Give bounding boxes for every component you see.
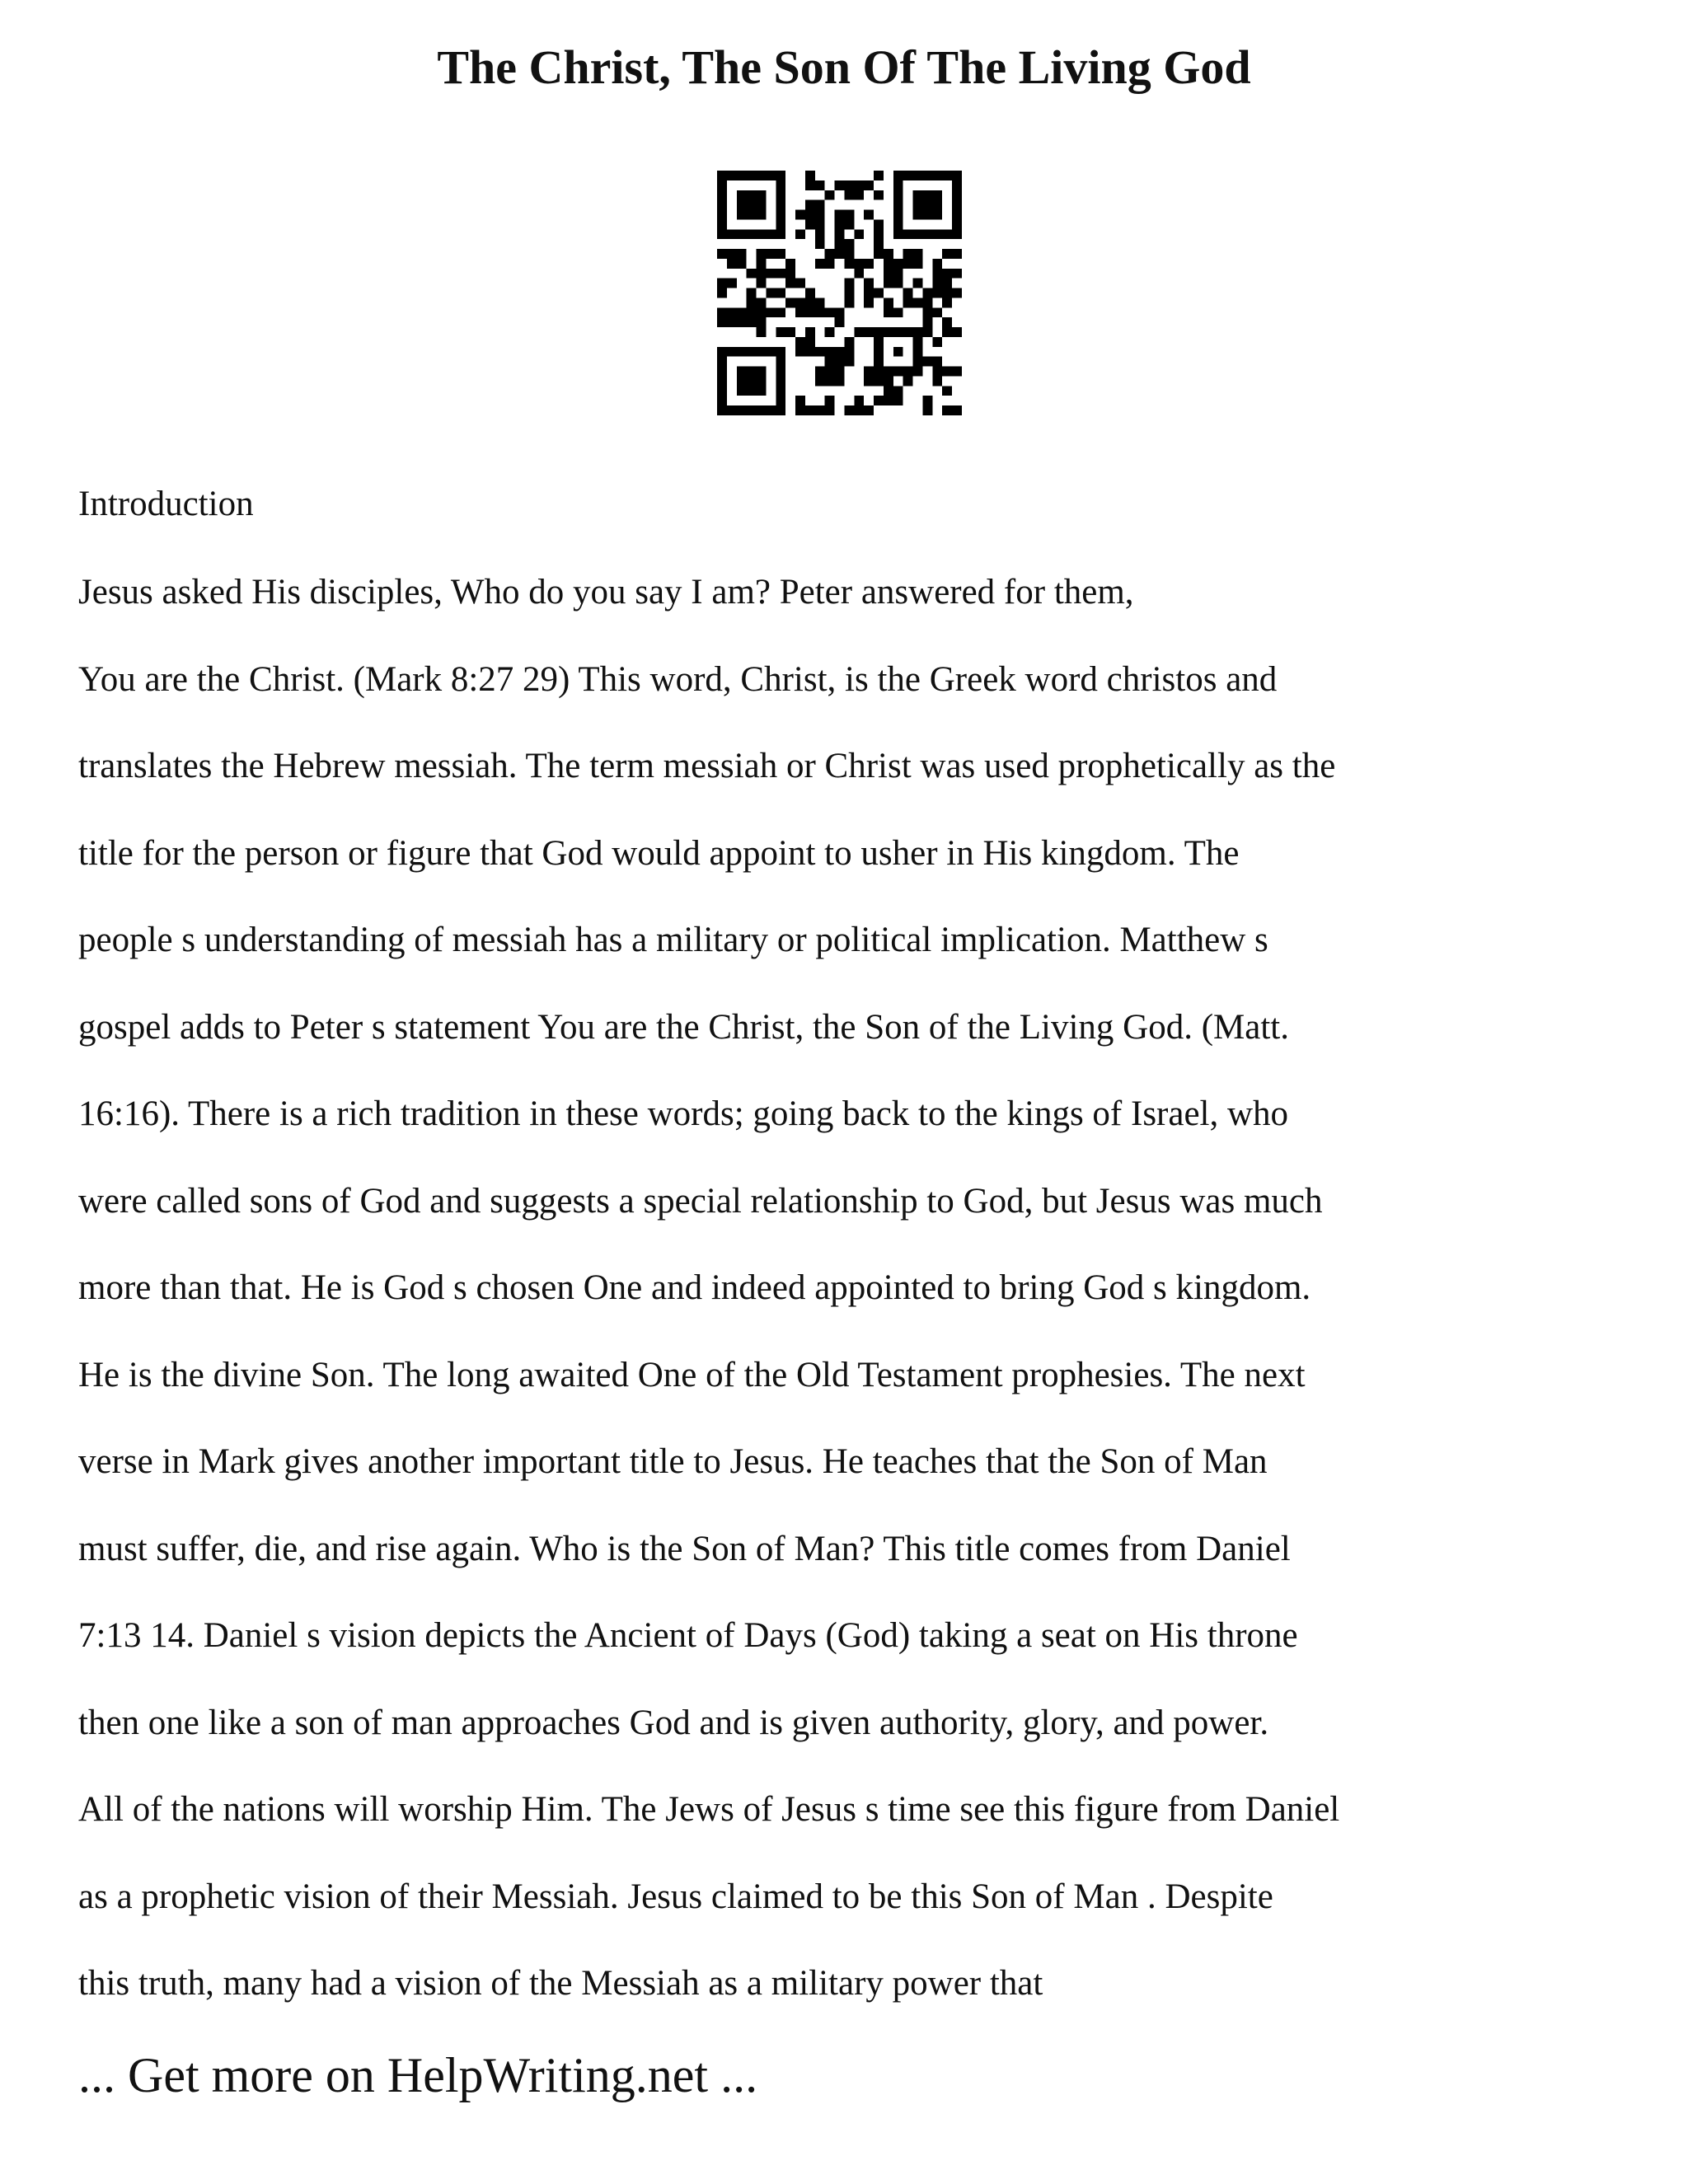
text-line: were called sons of God and suggests a special relationship to God, but Jesus was much [78, 1181, 1323, 1221]
text-line: then one like a son of man approaches God and is given authority, glory, and power. [78, 1703, 1269, 1742]
text-line: Jesus asked His disciples, Who do you say I am? Peter answered for them, [78, 573, 1134, 612]
text-line: verse in Mark gives another important title to Jesus. He teaches that the Son of Man [78, 1442, 1268, 1481]
section-heading: Introduction [78, 485, 254, 523]
text-line: 7:13 14. Daniel s vision depicts the Ancient of Days (God) taking a seat on His throne [78, 1616, 1298, 1655]
get-more-link[interactable]: ... Get more on HelpWriting.net ... [78, 2048, 758, 2102]
text-line: this truth, many had a vision of the Messiah as a military power that [78, 1964, 1043, 2003]
text-line: title for the person or figure that God would appoint to usher in His kingdom. The [78, 833, 1240, 873]
text-line: more than that. He is God s chosen One and indeed appointed to bring God s kingdom. [78, 1268, 1311, 1307]
text-line: gospel adds to Peter s statement You are the Christ, the Son of the Living God. (Matt. [78, 1007, 1289, 1047]
text-line: translates the Hebrew messiah. The term messiah or Christ was used prophetically as the [78, 747, 1336, 785]
text-line: You are the Christ. (Mark 8:27 29) This word, Christ, is the Greek word christos and [78, 659, 1278, 699]
body-paragraph [78, 568, 1496, 2046]
text-line: must suffer, die, and rise again. Who is the Son of Man? This title comes from Daniel [78, 1529, 1291, 1568]
text-line: He is the divine Son. The long awaited One of the Old Testament prophesies. The next [78, 1355, 1306, 1394]
qr-code-icon [717, 171, 962, 415]
text-line: as a prophetic vision of their Messiah. Jesus claimed to be this Son of Man . Despite [78, 1877, 1273, 1916]
page-title: The Christ, The Son Of The Living God [437, 40, 1251, 94]
text-line: 16:16). There is a rich tradition in these words; going back to the kings of Israel, who [78, 1094, 1289, 1133]
text-line: All of the nations will worship Him. The Jews of Jesus s time see this figure from Daniel [78, 1790, 1340, 1829]
text-line: people s understanding of messiah has a military or political implication. Matthew s [78, 921, 1268, 959]
